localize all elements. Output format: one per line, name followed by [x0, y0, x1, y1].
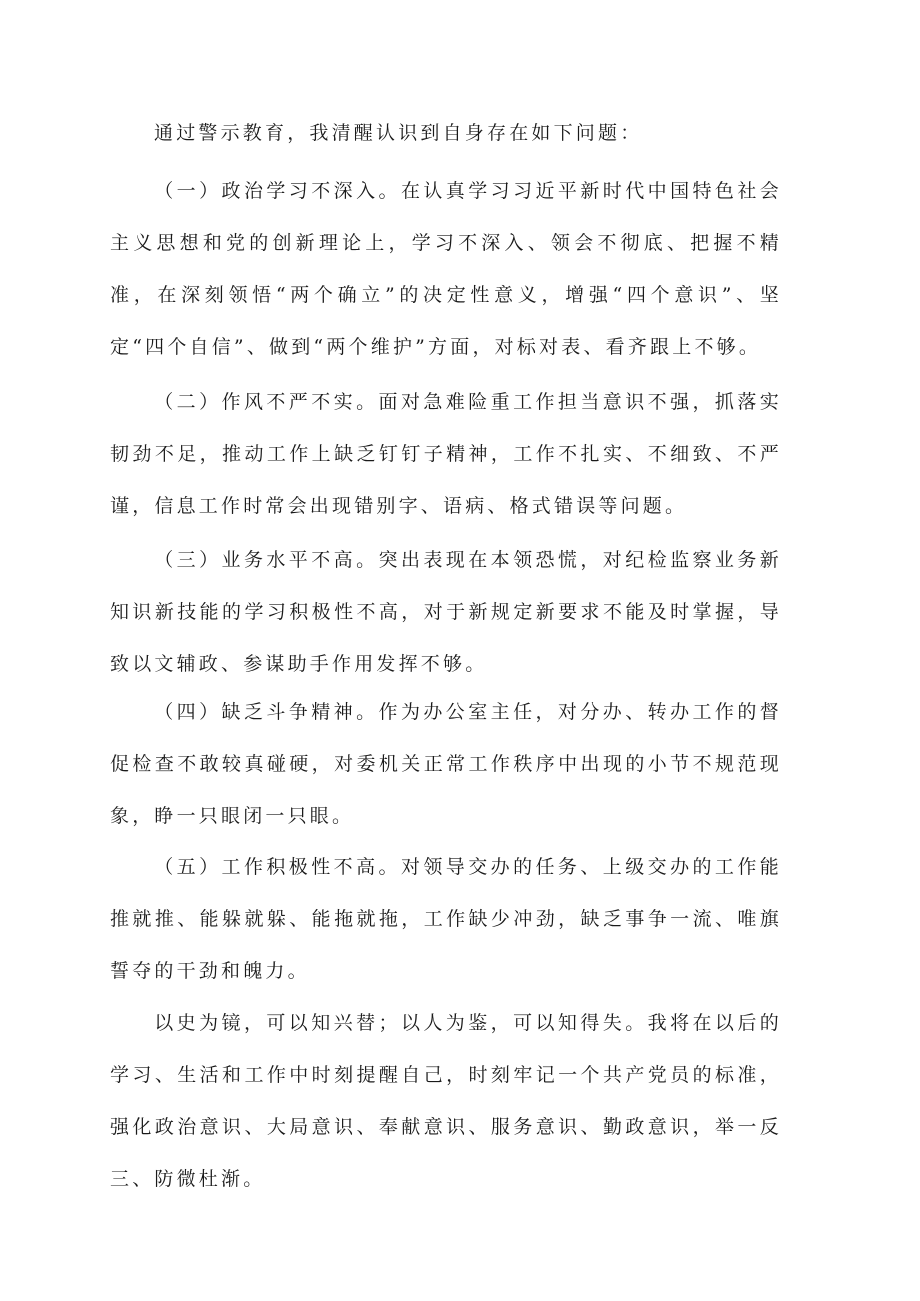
- conclusion-paragraph: [110, 997, 782, 1205]
- issue-paragraph-1: [110, 165, 782, 373]
- issue-paragraph-5: [110, 841, 782, 997]
- intro-paragraph: [110, 107, 782, 159]
- intro-text: 通过警示教育，我清醒认识到自身存在如下问题：: [154, 122, 643, 144]
- issue-paragraph-4: [110, 686, 782, 842]
- issue-text-5: （五）工作积极性不高。对领导交办的任务、上级交办的工作能推就推、能躲就躲、能拖就拖，工作缺少冲劲，缺乏事争一流、唯旗誓夺的干劲和魄力。: [110, 856, 782, 982]
- issue-text-4: （四）缺乏斗争精神。作为办公室主任，对分办、转办工作的督促检查不敢较真碰硬，对委机关正常工作秩序中出现的小节不规范现象，睁一只眼闭一只眼。: [110, 701, 782, 827]
- issue-paragraph-2: [110, 376, 782, 532]
- conclusion-text: 以史为镜，可以知兴替；以人为鉴，可以知得失。我将在以后的学习、生活和工作中时刻提醒自己，时刻牢记一个共产党员的标准，强化政治意识、大局意识、奉献意识、服务意识、勤政意识，举一反三、防微杜渐。: [110, 1012, 782, 1190]
- issue-text-3: （三）业务水平不高。突出表现在本领恐慌，对纪检监察业务新知识新技能的学习积极性不高，对于新规定新要求不能及时掌握，导致以文辅政、参谋助手作用发挥不够。: [110, 549, 782, 675]
- issue-paragraph-3: [110, 534, 782, 690]
- issue-text-1: （一）政治学习不深入。在认真学习习近平新时代中国特色社会主义思想和党的创新理论上，学习不深入、领会不彻底、把握不精准，在深刻领悟“两个确立”的决定性意义，增强“四个意识”、坚定“四个自信”、做到“两个维护”方面，对标对表、看齐跟上不够。: [110, 180, 782, 358]
- issue-text-2: （二）作风不严不实。面对急难险重工作担当意识不强，抓落实韧劲不足，推动工作上缺乏钉钉子精神，工作不扎实、不细致、不严谨，信息工作时常会出现错别字、语病、格式错误等问题。: [110, 391, 782, 517]
